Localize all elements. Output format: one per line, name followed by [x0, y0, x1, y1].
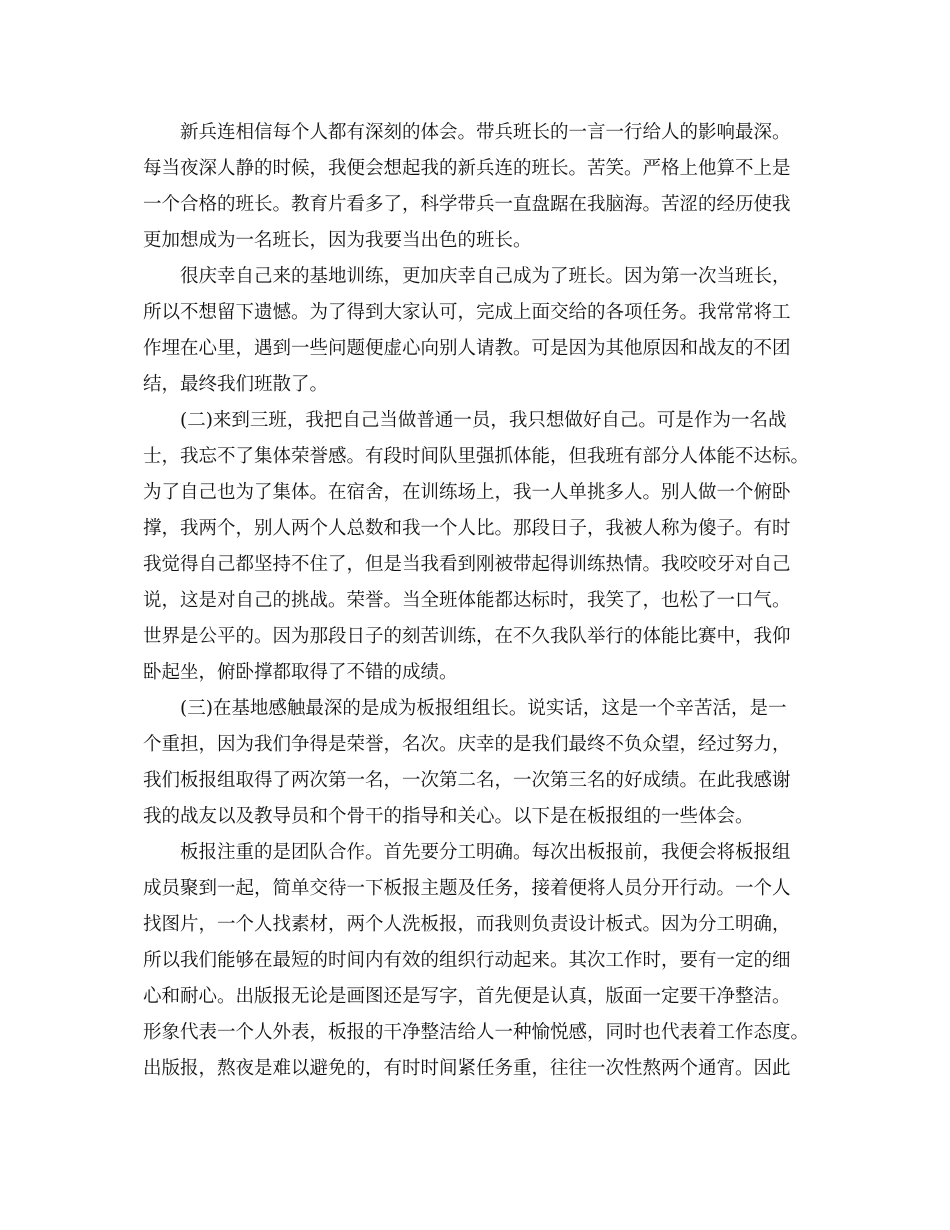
text-line: 世界是公平的。因为那段日子的刻苦训练，在不久我队举行的体能比赛中，我仰	[143, 626, 791, 647]
paragraph-first-line: 新兵连相信每个人都有深刻的体会。带兵班长的一言一行给人的影响最深。	[180, 122, 791, 143]
text-line: 一个合格的班长。教育片看多了，科学带兵一直盘踞在我脑海。苦涩的经历使我	[143, 194, 791, 215]
text-line: 每当夜深人静的时候，我便会想起我的新兵连的班长。苦笑。严格上他算不上是	[143, 158, 791, 179]
paragraph-first-line: (三)在基地感触最深的是成为板报组组长。说实话，这是一个辛苦活，是一	[180, 698, 787, 719]
text-line: 作埋在心里，遇到一些问题便虚心向别人请教。可是因为其他原因和战友的不团	[143, 338, 791, 359]
text-line: 结，最终我们班散了。	[143, 374, 329, 395]
text-line: 我的战友以及教导员和个骨干的指导和关心。以下是在板报组的一些体会。	[143, 806, 754, 827]
text-line: 说，这是对自己的挑战。荣誉。当全班体能都达标时，我笑了，也松了一口气。	[143, 590, 791, 611]
text-line: 卧起坐，俯卧撑都取得了不错的成绩。	[143, 662, 458, 683]
text-line: 所以不想留下遗憾。为了得到大家认可，完成上面交给的各项任务。我常常将工	[143, 302, 791, 323]
text-line: 我们板报组取得了两次第一名，一次第二名，一次第三名的好成绩。在此我感谢	[143, 770, 791, 791]
text-line: 更加想成为一名班长，因为我要当出色的班长。	[143, 230, 532, 251]
text-line: 撑，我两个，别人两个人总数和我一个人比。那段日子，我被人称为傻子。有时	[143, 518, 791, 539]
text-line: 成员聚到一起，简单交待一下板报主题及任务，接着便将人员分开行动。一个人	[143, 878, 791, 899]
text-line: 形象代表一个人外表，板报的干净整洁给人一种愉悦感，同时也代表着工作态度。	[143, 1022, 810, 1043]
paragraph-first-line: 板报注重的是团队合作。首先要分工明确。每次出板报前，我便会将板报组	[180, 842, 791, 863]
text-line: 为了自己也为了集体。在宿舍，在训练场上，我一人单挑多人。别人做一个俯卧	[143, 482, 791, 503]
paragraph-first-line: (二)来到三班，我把自己当做普通一员，我只想做好自己。可是作为一名战	[180, 410, 787, 431]
paragraph-first-line: 很庆幸自己来的基地训练，更加庆幸自己成为了班长。因为第一次当班长，	[180, 266, 791, 287]
text-line: 找图片，一个人找素材，两个人洗板报，而我则负责设计板式。因为分工明确，	[143, 914, 791, 935]
text-line: 个重担，因为我们争得是荣誉，名次。庆幸的是我们最终不负众望，经过努力，	[143, 734, 791, 755]
text-line: 出版报，熬夜是难以避免的，有时时间紧任务重，往往一次性熬两个通宵。因此	[143, 1058, 791, 1079]
document-body	[143, 115, 813, 1087]
text-line: 士，我忘不了集体荣誉感。有段时间队里强抓体能，但我班有部分人体能不达标。	[143, 446, 810, 467]
text-line: 心和耐心。出版报无论是画图还是写字，首先便是认真，版面一定要干净整洁。	[143, 986, 791, 1007]
text-line: 我觉得自己都坚持不住了，但是当我看到刚被带起得训练热情。我咬咬牙对自己	[143, 554, 791, 575]
text-line: 所以我们能够在最短的时间内有效的组织行动起来。其次工作时，要有一定的细	[143, 950, 791, 971]
